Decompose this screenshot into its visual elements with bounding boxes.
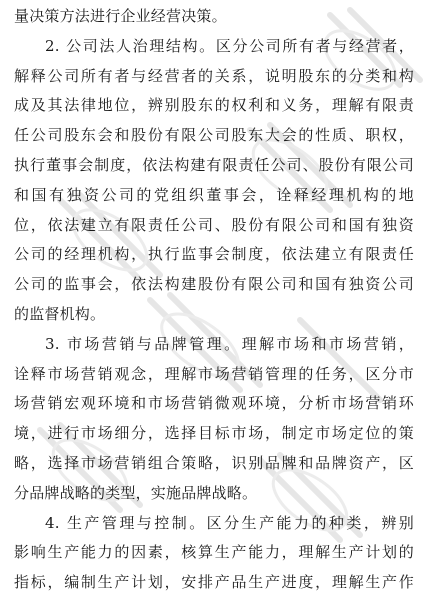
text-line: 分品牌战略的类型，实施品牌战略。 (14, 483, 258, 502)
text-line: 公司的经理机构，执行监事会制度，依法建立有限责任 (14, 245, 414, 264)
text-line: 成及其法律地位，辨别股东的权利和义务，理解有限责 (14, 96, 414, 115)
text-line: 诠释市场营销观念，理解市场营销管理的任务，区分市 (14, 364, 414, 383)
text-line: 4. 生产管理与控制。区分生产能力的种类，辨别 (45, 513, 414, 532)
text-line: 影响生产能力的因素，核算生产能力，理解生产计划的 (14, 543, 414, 562)
text-line: 略，选择市场营销组合策略，识别品牌和品牌资产，区 (14, 453, 414, 472)
text-line: 场营销宏观环境和市场营销微观环境，分析市场营销环 (14, 394, 414, 413)
text-line: 任公司股东会和股份有限公司股东大会的性质、职权， (14, 126, 414, 145)
text-line: 境，进行市场细分，选择目标市场，制定市场定位的策 (14, 424, 414, 443)
text-line: 量决策方法进行企业经营决策。 (14, 7, 227, 25)
text-line: 3. 市场营销与品牌管理。理解市场和市场营销， (45, 334, 414, 353)
text-line: 位，依法建立有限责任公司、股份有限公司和国有独资 (14, 215, 414, 234)
text-line: 和国有独资公司的党组织董事会，诠释经理机构的地 (14, 185, 414, 204)
text-line: 执行董事会制度，依法构建有限责任公司、股份有限公司 (14, 155, 414, 174)
text-line: 指标，编制生产计划，安排产品生产进度，理解生产作 (14, 573, 414, 592)
document-page (14, 2, 414, 598)
text-line: 公司的监事会，依法构建股份有限公司和国有独资公司 (14, 275, 414, 294)
text-line: 解释公司所有者与经营者的关系，说明股东的分类和构 (14, 66, 414, 85)
text-line: 2. 公司法人治理结构。区分公司所有者与经营者， (45, 36, 414, 55)
text-line: 的监督机构。 (14, 304, 106, 323)
